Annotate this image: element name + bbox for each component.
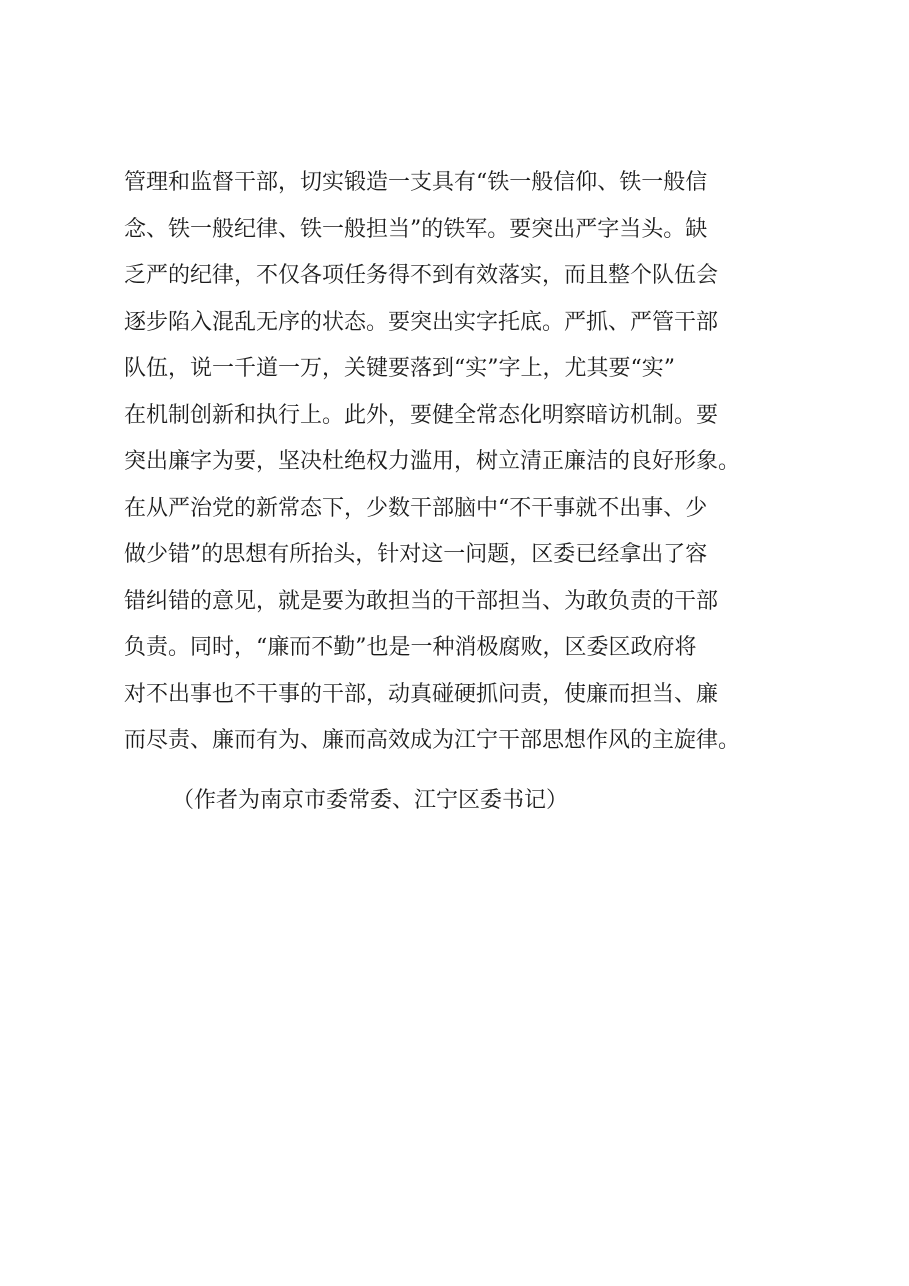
author-note: （作者为南京市委常委、江宁区委书记） (172, 788, 569, 813)
text-line: 管理和监督干部，切实锻造一支具有“铁一般信仰、铁一般信 (124, 170, 708, 195)
text-line: 负责。同时，“廉而不勤”也是一种消极腐败，区委区政府将 (124, 635, 697, 660)
text-line: 在机制创新和执行上。此外，要健全常态化明察暗访机制。要 (124, 402, 719, 428)
body-paragraph (124, 160, 824, 765)
text-line: 而尽责、廉而有为、廉而高效成为江宁干部思想作风的主旋律。 (124, 728, 741, 753)
text-line: 错纠错的意见，就是要为敢担当的干部担当、为敢负责的干部 (124, 588, 719, 614)
text-line: 念、铁一般纪律、铁一般担当”的铁军。要突出严字当头。缺 (124, 216, 708, 242)
text-line: 对不出事也不干事的干部，动真碰硬抓问责，使廉而担当、廉 (124, 681, 719, 707)
text-line: 在从严治党的新常态下，少数干部脑中“不干事就不出事、少 (124, 495, 708, 521)
text-line: 做少错”的思想有所抬头，针对这一问题，区委已经拿出了容 (124, 542, 708, 567)
text-line: 逐步陷入混乱无序的状态。要突出实字托底。严抓、严管干部 (124, 309, 719, 335)
text-line: 突出廉字为要，坚决杜绝权力滥用，树立清正廉洁的良好形象。 (124, 449, 741, 474)
text-line: 乏严的纪律，不仅各项任务得不到有效落实，而且整个队伍会 (124, 263, 719, 288)
text-line: 队伍，说一千道一万，关键要落到“实”字上，尤其要“实” (124, 356, 675, 381)
